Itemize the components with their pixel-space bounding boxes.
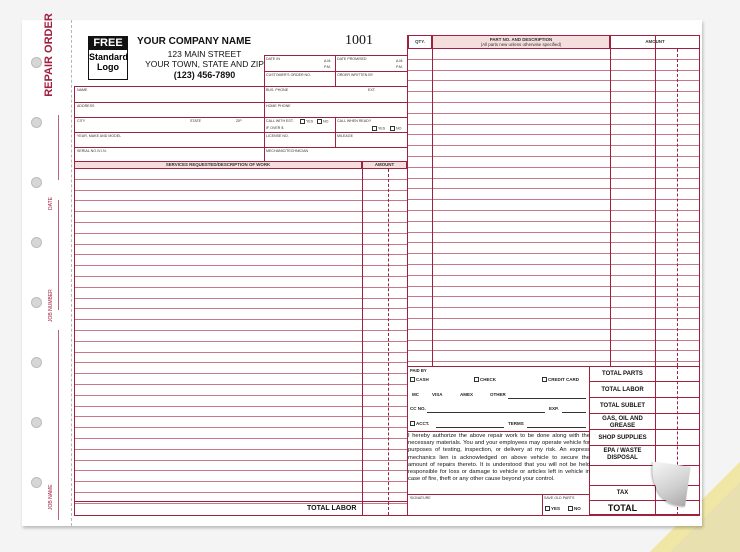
vline bbox=[432, 35, 433, 366]
checkbox[interactable] bbox=[317, 119, 322, 124]
parts-desc-title: PART NO. AND DESCRIPTION bbox=[489, 37, 553, 42]
amex-label: AMEX bbox=[460, 392, 474, 397]
pm-label: P.M. bbox=[324, 65, 331, 69]
services-amount-header: AMOUNT bbox=[362, 161, 407, 169]
blank-line[interactable] bbox=[75, 374, 407, 385]
total-label-0: TOTAL PARTS bbox=[590, 366, 655, 382]
logo-line2: Logo bbox=[97, 62, 119, 72]
vline bbox=[335, 55, 336, 87]
acct-text: ACCT. bbox=[416, 421, 430, 426]
blank-line[interactable] bbox=[75, 396, 407, 407]
company-city: YOUR TOWN, STATE AND ZIP bbox=[145, 59, 264, 69]
home-phone-label: HOME PHONE bbox=[266, 104, 291, 108]
hline bbox=[74, 147, 408, 148]
blank-line[interactable] bbox=[75, 385, 407, 396]
save-parts-no[interactable] bbox=[568, 506, 581, 511]
blank-line[interactable] bbox=[75, 299, 407, 310]
no-text: NO bbox=[323, 119, 329, 124]
hline bbox=[407, 494, 590, 495]
vline bbox=[655, 35, 656, 366]
blank-line[interactable] bbox=[75, 309, 407, 320]
check-option[interactable] bbox=[474, 377, 496, 382]
binder-hole bbox=[31, 477, 42, 488]
customer-order-label: CUSTOMER'S ORDER NO. bbox=[266, 73, 311, 77]
checkbox[interactable] bbox=[542, 377, 547, 382]
stub-job-name-line bbox=[58, 330, 59, 520]
address-label: ADDRESS bbox=[77, 104, 95, 108]
state-label: STATE bbox=[190, 119, 202, 123]
yes-text: YES bbox=[551, 506, 561, 511]
order-written-label: ORDER WRITTEN BY bbox=[337, 73, 374, 77]
cents-divider bbox=[677, 49, 678, 366]
header-top-border bbox=[74, 86, 408, 87]
stub-date-label: DATE bbox=[48, 197, 54, 210]
blank-line[interactable] bbox=[75, 169, 407, 180]
blank-line[interactable] bbox=[75, 428, 407, 439]
date-promised-label: DATE PROMISED bbox=[337, 57, 367, 61]
total-label-3: GAS, OIL AND GREASE bbox=[590, 414, 655, 430]
date-in-label: DATE IN bbox=[266, 57, 280, 61]
mc-label: MC bbox=[412, 392, 419, 397]
acct-option[interactable] bbox=[410, 421, 429, 426]
no-text: NO bbox=[396, 126, 402, 131]
vline bbox=[655, 366, 656, 515]
if-over-label: IF OVER $ bbox=[266, 126, 284, 130]
blank-line[interactable] bbox=[75, 342, 407, 353]
total-label-5: EPA / WASTE DISPOSAL bbox=[590, 446, 655, 466]
parts-desc-sub: (All parts new unless otherwise specified) bbox=[480, 42, 562, 47]
am-label-2: A.M. bbox=[396, 59, 404, 63]
terms-label: TERMS bbox=[508, 421, 524, 426]
blank-line[interactable] bbox=[75, 320, 407, 331]
cash-text: CASH bbox=[416, 377, 429, 382]
hline bbox=[407, 431, 590, 432]
call-est-no[interactable] bbox=[317, 119, 328, 124]
call-est-yes[interactable] bbox=[300, 119, 313, 124]
blank-line[interactable] bbox=[75, 439, 407, 450]
cash-option[interactable] bbox=[410, 377, 429, 382]
stub-job-number-line bbox=[58, 200, 59, 310]
bus-phone-label: BUS. PHONE bbox=[266, 88, 289, 92]
parts-desc-header bbox=[432, 35, 610, 49]
total-label-1: TOTAL LABOR bbox=[590, 382, 655, 398]
logo-free: FREE bbox=[89, 37, 127, 50]
ext-label: EXT. bbox=[368, 88, 376, 92]
cc-no-line bbox=[427, 412, 545, 413]
acct-line bbox=[436, 427, 504, 428]
stub-job-name-label: JOB NAME bbox=[48, 484, 54, 510]
blank-line[interactable] bbox=[75, 180, 407, 191]
bottom-border bbox=[74, 515, 700, 516]
parts-amount-header: AMOUNT bbox=[610, 35, 700, 49]
zip-label: ZIP bbox=[236, 119, 242, 123]
paid-by-label: PAID BY bbox=[410, 368, 427, 373]
blank-line[interactable] bbox=[75, 407, 407, 418]
year-make-model-label: YEAR, MAKE AND MODEL bbox=[77, 134, 122, 138]
save-old-parts-label: SAVE OLD PARTS bbox=[544, 496, 575, 500]
blank-line[interactable] bbox=[75, 417, 407, 428]
binder-hole bbox=[31, 417, 42, 428]
mileage-label: MILEAGE bbox=[337, 134, 353, 138]
binder-hole bbox=[31, 357, 42, 368]
vline bbox=[335, 117, 336, 147]
services-header: SERVICES REQUESTED/DESCRIPTION OF WORK bbox=[74, 161, 362, 169]
blank-line[interactable] bbox=[75, 201, 407, 212]
yes-text: YES bbox=[378, 126, 386, 131]
call-when-ready-label: CALL WHEN READY bbox=[337, 119, 372, 123]
vline bbox=[362, 169, 363, 515]
checkbox[interactable] bbox=[300, 119, 305, 124]
license-no-label: LICENSE NO. bbox=[266, 134, 289, 138]
blank-line[interactable] bbox=[75, 331, 407, 342]
blank-line[interactable] bbox=[75, 363, 407, 374]
cents-divider bbox=[388, 169, 389, 515]
vline bbox=[610, 35, 611, 366]
pm-label-2: P.M. bbox=[396, 65, 403, 69]
mechanic-label: MECHANIC/TECHNICIAN bbox=[266, 149, 309, 153]
hline bbox=[264, 71, 408, 72]
exp-line bbox=[562, 412, 586, 413]
other-line bbox=[508, 398, 586, 399]
checkbox[interactable] bbox=[410, 421, 415, 426]
signature-label: SIGNATURE bbox=[410, 496, 431, 500]
name-label: NAME bbox=[77, 88, 88, 92]
total-label-7: TAX bbox=[590, 486, 655, 501]
binder-hole bbox=[31, 297, 42, 308]
blank-line[interactable] bbox=[75, 191, 407, 202]
checkbox[interactable] bbox=[372, 126, 377, 131]
authorization-text: I hereby authorize the above repair work to be done along with the necessary materials. You and your employees may operate vehicle for purposes of testing, inspection, or delivery at my risk. An express mechanics lien is acknowledged on above vehicle to secure the amount of repairs thereto. It is understood that you will not be held responsible for loss or damage to vehicle or articles left in vehicle in case of fire, theft or any other cause beyond your control. bbox=[408, 433, 590, 483]
cc-no-label: CC NO. bbox=[410, 406, 426, 411]
check-text: CHECK bbox=[480, 377, 497, 382]
visa-label: VISA bbox=[432, 392, 443, 397]
total-label-8: TOTAL bbox=[590, 501, 655, 515]
credit-card-text: CREDIT CARD bbox=[548, 377, 579, 382]
company-street: 123 MAIN STREET bbox=[167, 49, 242, 59]
other-label: OTHER bbox=[490, 392, 506, 397]
perforated-stub bbox=[22, 13, 72, 526]
hline bbox=[74, 117, 408, 118]
binder-hole bbox=[31, 177, 42, 188]
am-label: A.M. bbox=[324, 59, 332, 63]
hline bbox=[74, 501, 408, 502]
repair-order-form bbox=[22, 13, 702, 526]
stub-title: REPAIR ORDER bbox=[43, 13, 55, 97]
company-phone: (123) 456-7890 bbox=[173, 70, 236, 80]
logo bbox=[88, 36, 128, 80]
blank-line[interactable] bbox=[75, 493, 407, 504]
blank-line[interactable] bbox=[75, 223, 407, 234]
hline bbox=[264, 55, 408, 56]
blank-line[interactable] bbox=[75, 212, 407, 223]
serial-no-label: SERIAL NO./V.I.N. bbox=[77, 149, 107, 153]
yes-text: YES bbox=[306, 119, 314, 124]
city-label: CITY bbox=[77, 119, 86, 123]
stub-date-line bbox=[58, 115, 59, 180]
blank-line[interactable] bbox=[75, 450, 407, 461]
blank-line[interactable] bbox=[75, 482, 407, 493]
hline bbox=[74, 132, 408, 133]
no-text: NO bbox=[574, 506, 581, 511]
checkbox[interactable] bbox=[410, 377, 415, 382]
total-label-2: TOTAL SUBLET bbox=[590, 398, 655, 414]
ready-yes[interactable] bbox=[372, 126, 385, 131]
total-label-4: SHOP SUPPLIES bbox=[590, 430, 655, 446]
blank-line[interactable] bbox=[75, 245, 407, 256]
terms-line bbox=[527, 427, 586, 428]
blank-line[interactable] bbox=[75, 266, 407, 277]
binder-hole bbox=[31, 57, 42, 68]
blank-line[interactable] bbox=[75, 288, 407, 299]
parts-qty-header: QTY. bbox=[408, 35, 432, 49]
checkbox[interactable] bbox=[568, 506, 573, 511]
blank-line[interactable] bbox=[75, 255, 407, 266]
checkbox[interactable] bbox=[545, 506, 550, 511]
services-rows[interactable] bbox=[75, 169, 407, 504]
ready-no[interactable] bbox=[390, 126, 401, 131]
blank-line[interactable] bbox=[75, 234, 407, 245]
blank-line[interactable] bbox=[75, 353, 407, 364]
services-total-labor: TOTAL LABOR bbox=[307, 505, 357, 512]
company-name: YOUR COMPANY NAME bbox=[137, 36, 252, 47]
binder-hole bbox=[31, 237, 42, 248]
blank-line[interactable] bbox=[75, 471, 407, 482]
blank-line[interactable] bbox=[75, 461, 407, 472]
blank-line[interactable] bbox=[75, 277, 407, 288]
form-number: 1001 bbox=[345, 33, 373, 48]
credit-card-option[interactable] bbox=[542, 377, 579, 382]
vline bbox=[542, 494, 543, 515]
total-label-6 bbox=[590, 466, 655, 486]
logo-line1: Standard bbox=[89, 52, 129, 62]
hline bbox=[74, 102, 408, 103]
checkbox[interactable] bbox=[474, 377, 479, 382]
save-parts-yes[interactable] bbox=[545, 506, 560, 511]
call-with-est-label: CALL WITH EST. bbox=[266, 119, 294, 123]
exp-label: EXP. bbox=[549, 406, 559, 411]
stub-job-number-label: JOB NUMBER bbox=[48, 289, 54, 322]
binder-hole bbox=[31, 117, 42, 128]
checkbox[interactable] bbox=[390, 126, 395, 131]
